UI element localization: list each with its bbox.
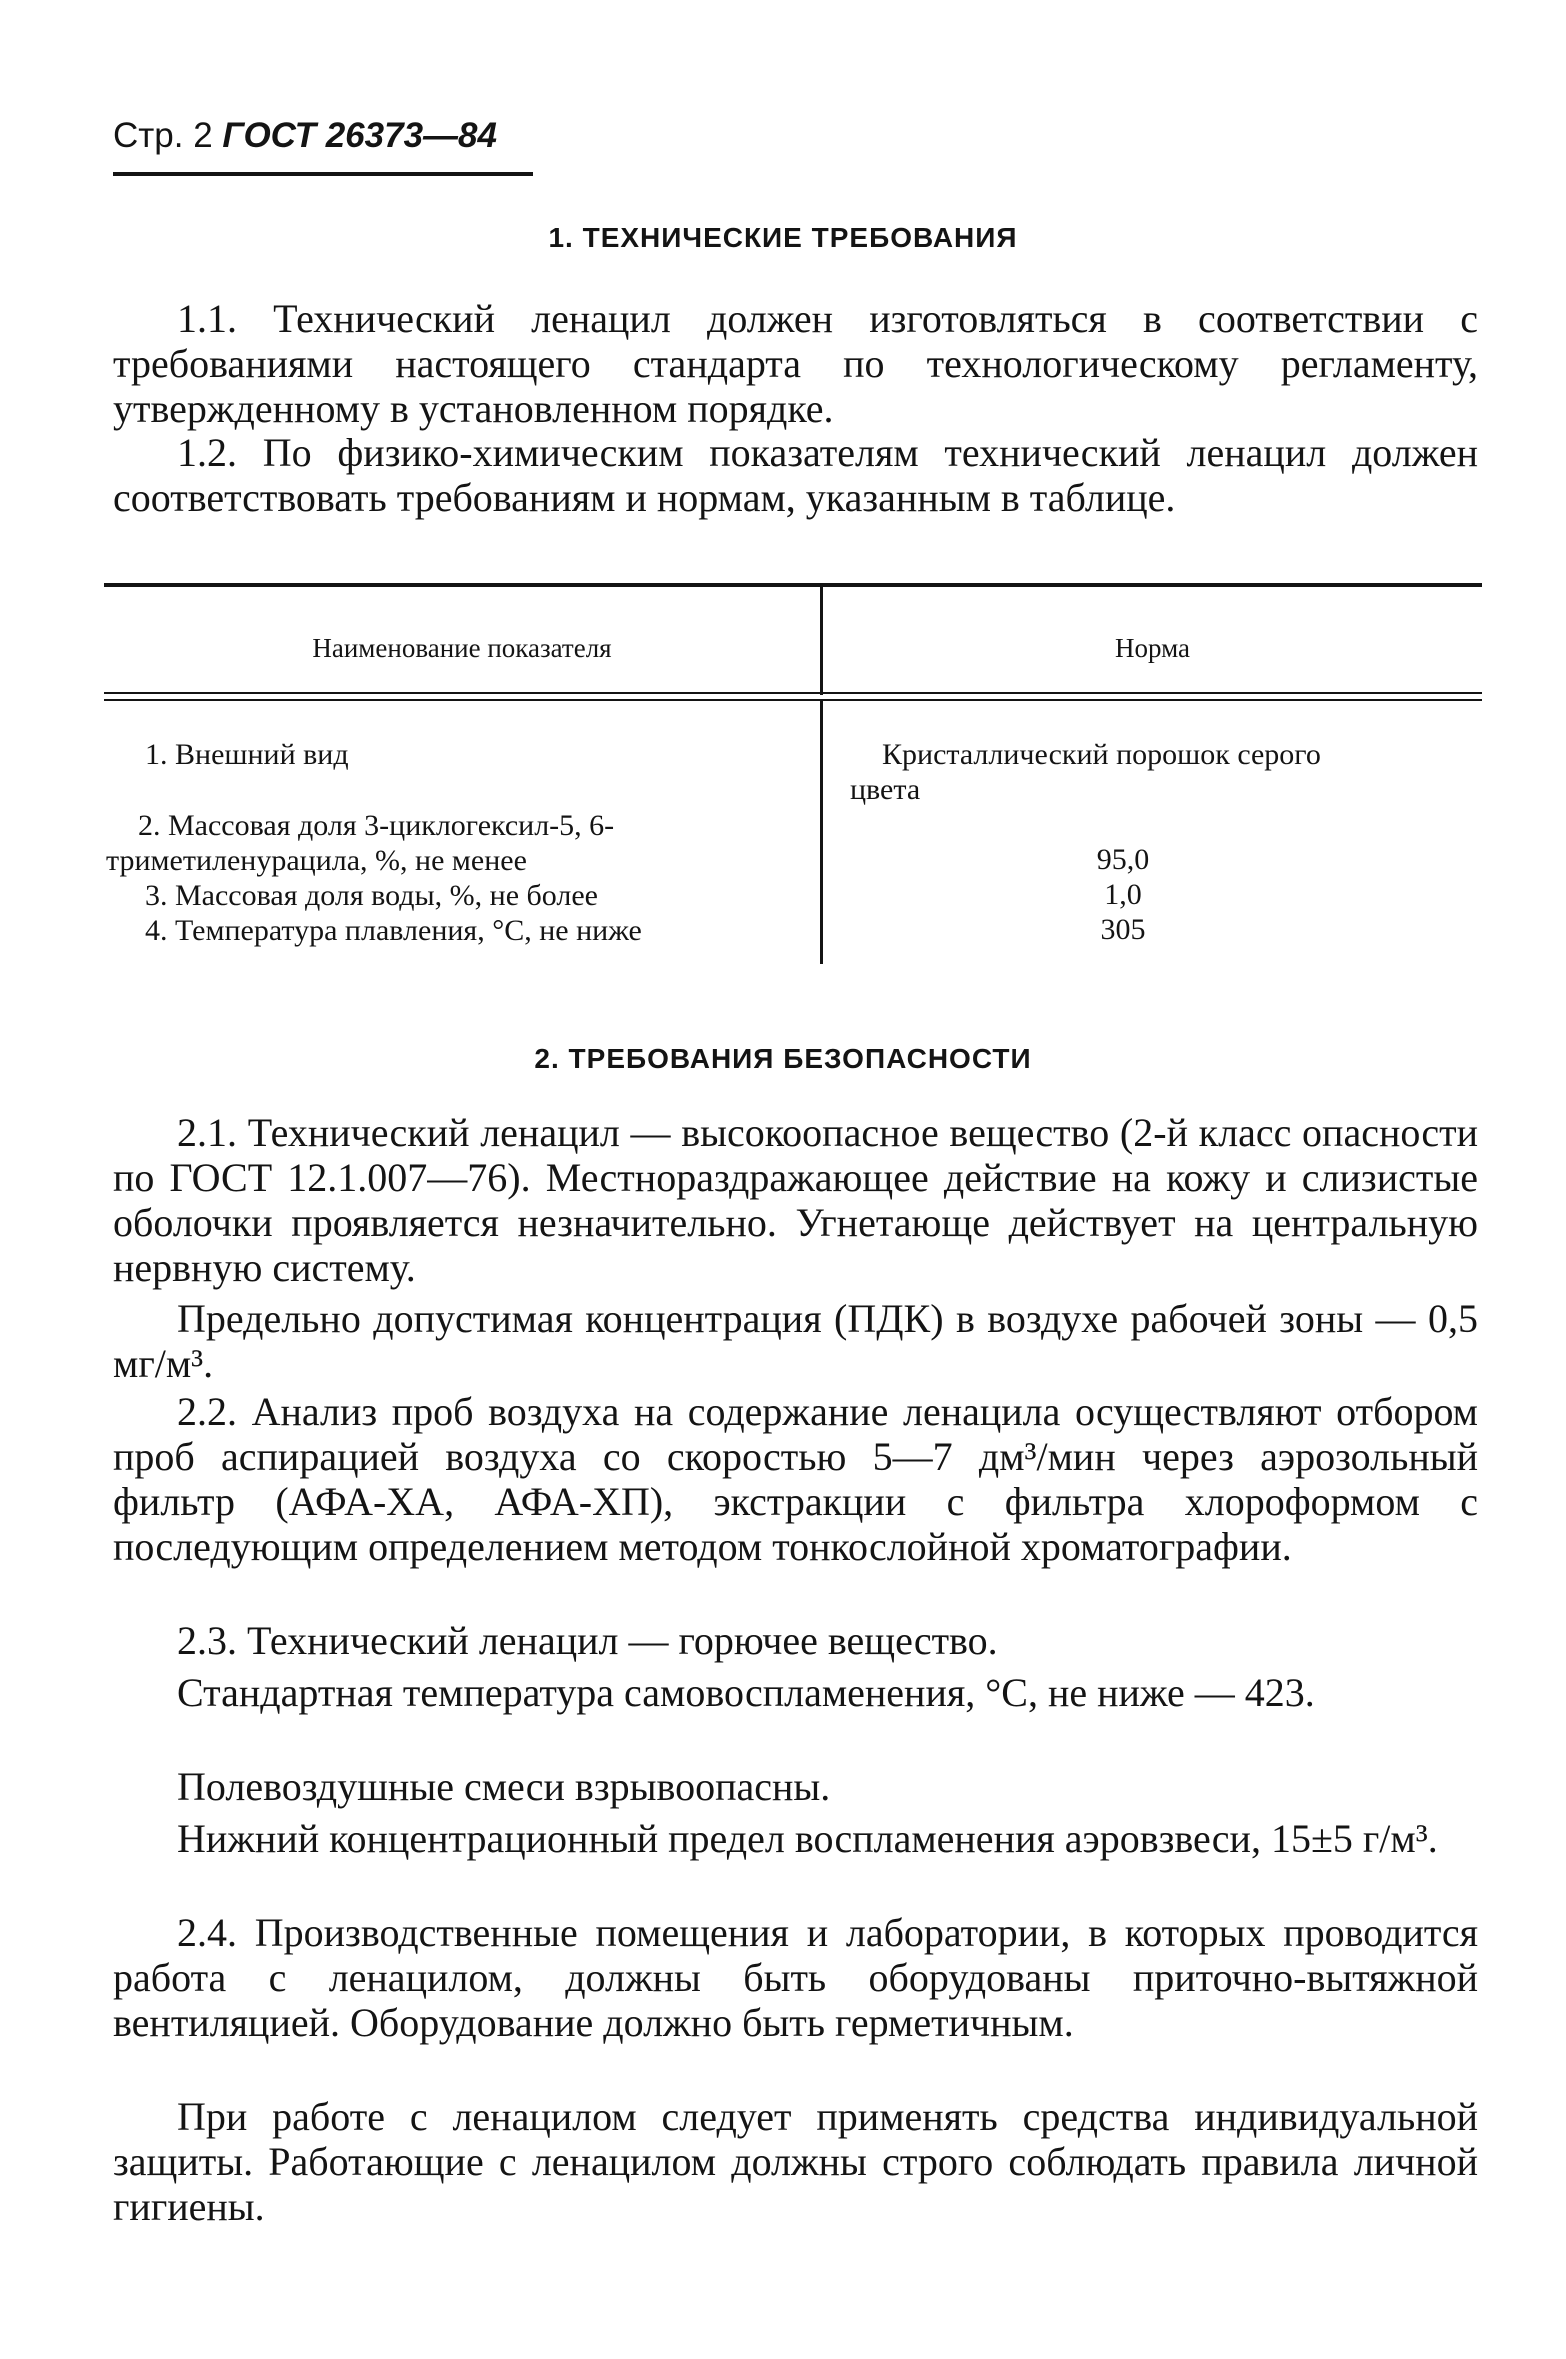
- page-number: Стр. 2: [113, 116, 213, 155]
- table-header-rule-1: [104, 692, 1482, 694]
- table-header-norm: Норма: [1115, 633, 1190, 663]
- standard-code: ГОСТ 26373—84: [222, 116, 497, 155]
- page-header: [113, 116, 497, 156]
- section-1-title: 1. ТЕХНИЧЕСКИЕ ТРЕБОВАНИЯ: [548, 222, 1018, 253]
- paragraph-2-4-protection: При работе с ленацилом следует применять средства индивидуальной защиты. Работающие с ленацилом должны строго соблюдать правила личной гигиены.: [113, 2094, 1478, 2229]
- table-row-2-name-line1: 2. Массовая доля 3-циклогексил-5, 6-: [138, 809, 615, 842]
- table-row-1-name: 1. Внешний вид: [145, 738, 349, 771]
- paragraph-2-2: 2.2. Анализ проб воздуха на содержание ленацила осуществляют отбором проб аспирацией воздуха со скоростью 5—7 дм³/мин через аэрозольный фильтр (АФА-ХА, АФА-ХП), экстракции с фильтра хлороформом с последующим определением методом тонкослойной хроматографии.: [113, 1389, 1478, 1569]
- paragraph-2-3-temp: Стандартная температура самовоспламенения, °С, не ниже — 423.: [177, 1670, 1315, 1715]
- paragraph-2-4: 2.4. Производственные помещения и лаборатории, в которых проводится работа с ленацилом, должны быть оборудованы приточно-вытяжной вентиляцией. Оборудование должно быть герметичным.: [113, 1910, 1478, 2045]
- table-row-2-norm: 95,0: [1096, 843, 1150, 876]
- table-row-4-norm: 305: [1100, 913, 1146, 946]
- table-row-2-name-line2: триметиленурацила, %, не менее: [106, 844, 527, 877]
- paragraph-2-3-limit: Нижний концентрационный предел воспламенения аэровзвеси, 15±5 г/м³.: [177, 1816, 1438, 1861]
- table-row-1-norm-line1: Кристаллический порошок серого: [882, 738, 1321, 771]
- paragraph-1-2: 1.2. По физико-химическим показателям технический ленацил должен соответствовать требованиям и нормам, указанным в таблице.: [113, 430, 1478, 520]
- paragraph-2-1-pdk: Предельно допустимая концентрация (ПДК) в воздухе рабочей зоны — 0,5 мг/м³.: [113, 1296, 1478, 1386]
- paragraph-1-1: 1.1. Технический ленацил должен изготовляться в соответствии с требованиями настоящего стандарта по технологическому регламенту, утвержденному в установленном порядке.: [113, 296, 1478, 431]
- paragraph-2-3-explosive: Полевоздушные смеси взрывоопасны.: [177, 1764, 831, 1809]
- table-top-rule: [104, 583, 1482, 587]
- header-rule: [113, 172, 533, 176]
- paragraph-2-1: 2.1. Технический ленацил — высокоопасное вещество (2-й класс опасности по ГОСТ 12.1.007—76). Местнораздражающее действие на кожу и слизистые оболочки проявляется незначительно. Угнетающе действует на центральную нервную систему.: [113, 1110, 1478, 1290]
- paragraph-2-3: 2.3. Технический ленацил — горючее вещество.: [177, 1618, 998, 1663]
- table-row-3-name: 3. Массовая доля воды, %, не более: [145, 879, 598, 912]
- section-2-title: 2. ТРЕБОВАНИЯ БЕЗОПАСНОСТИ: [534, 1043, 1032, 1074]
- table-row-3-norm: 1,0: [1104, 878, 1142, 911]
- table-row-4-name: 4. Температура плавления, °С, не ниже: [145, 914, 642, 947]
- table-header-name: Наименование показателя: [312, 633, 612, 663]
- table-row-1-norm-line2: цвета: [850, 773, 921, 806]
- table-header-rule-2: [104, 699, 1482, 701]
